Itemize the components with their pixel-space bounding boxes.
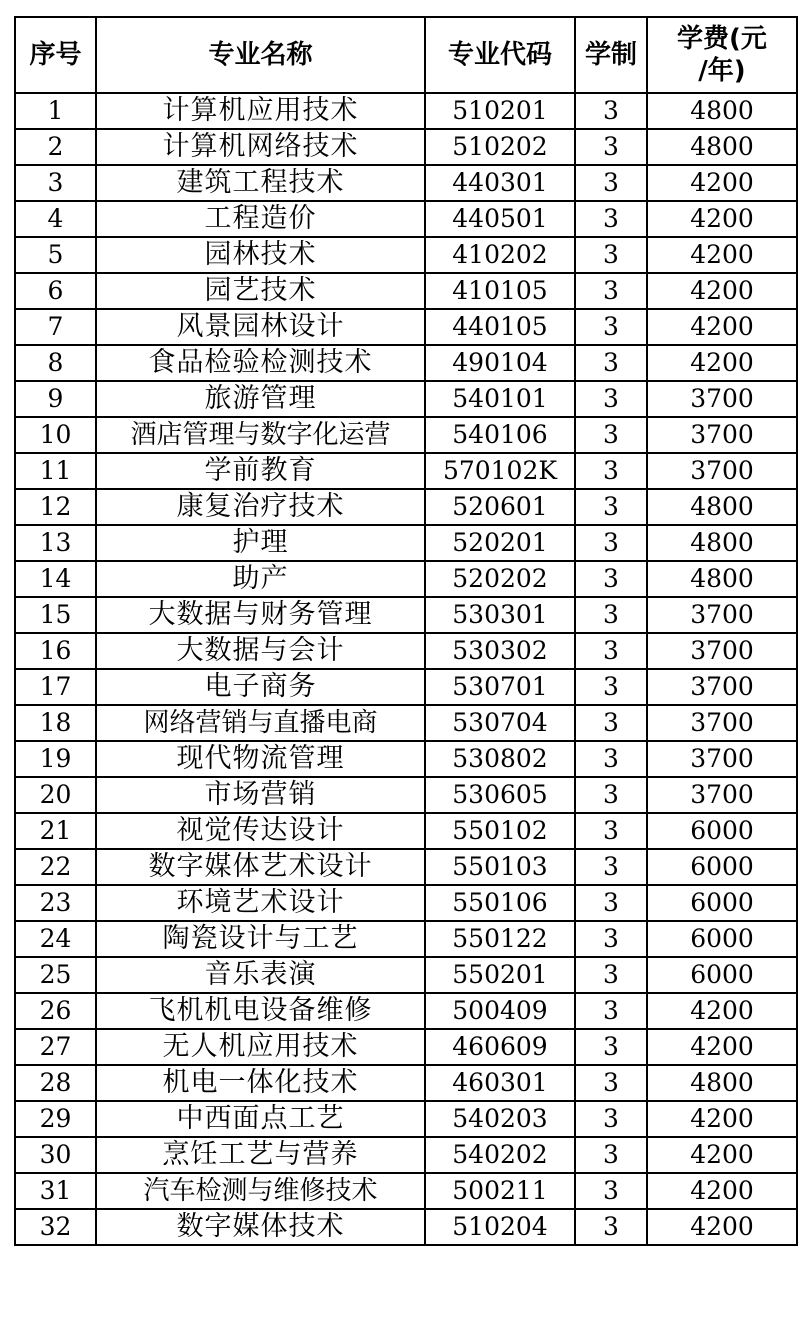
cell-major-name: 飞机机电设备维修 xyxy=(96,993,425,1029)
cell-major-name: 大数据与会计 xyxy=(96,633,425,669)
cell-major-code: 540101 xyxy=(425,381,575,417)
table-row xyxy=(15,237,797,273)
cell-major-code: 530701 xyxy=(425,669,575,705)
cell-tuition: 4200 xyxy=(647,237,797,273)
cell-major-code: 510202 xyxy=(425,129,575,165)
table-row xyxy=(15,741,797,777)
cell-index: 20 xyxy=(15,777,96,813)
table-row xyxy=(15,453,797,489)
table-row xyxy=(15,417,797,453)
cell-duration: 3 xyxy=(575,813,647,849)
cell-major-name: 计算机应用技术 xyxy=(96,93,425,129)
cell-duration: 3 xyxy=(575,633,647,669)
cell-major-name: 数字媒体技术 xyxy=(96,1209,425,1245)
table-row xyxy=(15,345,797,381)
cell-index: 19 xyxy=(15,741,96,777)
cell-index: 7 xyxy=(15,309,96,345)
cell-duration: 3 xyxy=(575,201,647,237)
cell-index: 3 xyxy=(15,165,96,201)
cell-tuition: 3700 xyxy=(647,741,797,777)
cell-major-code: 530802 xyxy=(425,741,575,777)
cell-major-code: 510204 xyxy=(425,1209,575,1245)
cell-major-name: 机电一体化技术 xyxy=(96,1065,425,1101)
table-row xyxy=(15,1173,797,1209)
cell-index: 31 xyxy=(15,1173,96,1209)
cell-index: 11 xyxy=(15,453,96,489)
cell-major-name: 园林技术 xyxy=(96,237,425,273)
cell-duration: 3 xyxy=(575,705,647,741)
table-header xyxy=(15,17,797,93)
cell-duration: 3 xyxy=(575,885,647,921)
cell-tuition: 4200 xyxy=(647,345,797,381)
cell-tuition: 3700 xyxy=(647,381,797,417)
cell-tuition: 3700 xyxy=(647,597,797,633)
cell-index: 18 xyxy=(15,705,96,741)
cell-major-code: 460609 xyxy=(425,1029,575,1065)
table-row xyxy=(15,489,797,525)
cell-duration: 3 xyxy=(575,417,647,453)
table-row xyxy=(15,1137,797,1173)
cell-major-code: 410105 xyxy=(425,273,575,309)
table-row xyxy=(15,705,797,741)
table-row xyxy=(15,309,797,345)
cell-index: 9 xyxy=(15,381,96,417)
table-row xyxy=(15,165,797,201)
cell-major-code: 550201 xyxy=(425,957,575,993)
cell-duration: 3 xyxy=(575,741,647,777)
cell-major-code: 440501 xyxy=(425,201,575,237)
cell-major-name: 助产 xyxy=(96,561,425,597)
cell-tuition: 4800 xyxy=(647,489,797,525)
cell-duration: 3 xyxy=(575,1029,647,1065)
cell-tuition: 3700 xyxy=(647,777,797,813)
cell-index: 14 xyxy=(15,561,96,597)
major-fee-table xyxy=(14,16,798,1246)
cell-tuition: 4200 xyxy=(647,1137,797,1173)
cell-index: 12 xyxy=(15,489,96,525)
cell-major-name: 大数据与财务管理 xyxy=(96,597,425,633)
table-row xyxy=(15,669,797,705)
cell-tuition: 6000 xyxy=(647,885,797,921)
cell-major-code: 550102 xyxy=(425,813,575,849)
cell-index: 5 xyxy=(15,237,96,273)
table-row xyxy=(15,525,797,561)
cell-tuition: 4200 xyxy=(647,993,797,1029)
table-row xyxy=(15,813,797,849)
cell-duration: 3 xyxy=(575,1173,647,1209)
cell-index: 22 xyxy=(15,849,96,885)
table-row xyxy=(15,849,797,885)
cell-major-code: 410202 xyxy=(425,237,575,273)
table-row xyxy=(15,1029,797,1065)
cell-tuition: 4200 xyxy=(647,1029,797,1065)
cell-tuition: 4200 xyxy=(647,1101,797,1137)
cell-major-name: 学前教育 xyxy=(96,453,425,489)
header-index: 序号 xyxy=(15,17,96,93)
header-duration: 学制 xyxy=(575,17,647,93)
cell-index: 29 xyxy=(15,1101,96,1137)
cell-major-code: 530605 xyxy=(425,777,575,813)
cell-index: 30 xyxy=(15,1137,96,1173)
cell-major-code: 530302 xyxy=(425,633,575,669)
table-row xyxy=(15,561,797,597)
cell-major-name: 食品检验检测技术 xyxy=(96,345,425,381)
cell-major-name: 康复治疗技术 xyxy=(96,489,425,525)
cell-duration: 3 xyxy=(575,561,647,597)
cell-major-code: 520601 xyxy=(425,489,575,525)
cell-major-code: 540106 xyxy=(425,417,575,453)
cell-duration: 3 xyxy=(575,993,647,1029)
cell-tuition: 3700 xyxy=(647,633,797,669)
cell-duration: 3 xyxy=(575,93,647,129)
header-major-name: 专业名称 xyxy=(96,17,425,93)
cell-tuition: 4800 xyxy=(647,525,797,561)
cell-major-name: 园艺技术 xyxy=(96,273,425,309)
cell-major-code: 460301 xyxy=(425,1065,575,1101)
cell-major-code: 510201 xyxy=(425,93,575,129)
cell-duration: 3 xyxy=(575,489,647,525)
cell-major-name: 现代物流管理 xyxy=(96,741,425,777)
table-row xyxy=(15,93,797,129)
cell-duration: 3 xyxy=(575,273,647,309)
cell-duration: 3 xyxy=(575,237,647,273)
table-row xyxy=(15,957,797,993)
cell-index: 27 xyxy=(15,1029,96,1065)
header-major-code: 专业代码 xyxy=(425,17,575,93)
header-tuition: 学费(元 /年) xyxy=(647,17,797,93)
cell-major-code: 540202 xyxy=(425,1137,575,1173)
cell-index: 21 xyxy=(15,813,96,849)
cell-major-code: 490104 xyxy=(425,345,575,381)
cell-major-code: 550103 xyxy=(425,849,575,885)
cell-major-name: 视觉传达设计 xyxy=(96,813,425,849)
cell-duration: 3 xyxy=(575,381,647,417)
cell-tuition: 6000 xyxy=(647,957,797,993)
cell-duration: 3 xyxy=(575,921,647,957)
cell-major-code: 540203 xyxy=(425,1101,575,1137)
cell-tuition: 3700 xyxy=(647,705,797,741)
cell-index: 32 xyxy=(15,1209,96,1245)
table-body xyxy=(15,93,797,1245)
cell-major-code: 440301 xyxy=(425,165,575,201)
cell-major-name: 环境艺术设计 xyxy=(96,885,425,921)
cell-tuition: 6000 xyxy=(647,921,797,957)
cell-tuition: 4200 xyxy=(647,273,797,309)
cell-duration: 3 xyxy=(575,345,647,381)
cell-duration: 3 xyxy=(575,129,647,165)
cell-duration: 3 xyxy=(575,777,647,813)
cell-major-code: 500211 xyxy=(425,1173,575,1209)
header-row xyxy=(15,17,797,93)
cell-tuition: 3700 xyxy=(647,417,797,453)
cell-tuition: 6000 xyxy=(647,813,797,849)
cell-major-code: 500409 xyxy=(425,993,575,1029)
cell-major-code: 570102K xyxy=(425,453,575,489)
cell-index: 25 xyxy=(15,957,96,993)
table-row xyxy=(15,777,797,813)
cell-index: 15 xyxy=(15,597,96,633)
table-row xyxy=(15,273,797,309)
cell-major-code: 520202 xyxy=(425,561,575,597)
table-row xyxy=(15,597,797,633)
cell-index: 13 xyxy=(15,525,96,561)
cell-duration: 3 xyxy=(575,957,647,993)
cell-duration: 3 xyxy=(575,525,647,561)
cell-duration: 3 xyxy=(575,597,647,633)
cell-index: 26 xyxy=(15,993,96,1029)
cell-major-name: 护理 xyxy=(96,525,425,561)
cell-tuition: 4800 xyxy=(647,93,797,129)
cell-major-code: 550122 xyxy=(425,921,575,957)
cell-major-name: 风景园林设计 xyxy=(96,309,425,345)
cell-major-code: 550106 xyxy=(425,885,575,921)
cell-duration: 3 xyxy=(575,309,647,345)
cell-tuition: 4800 xyxy=(647,129,797,165)
cell-major-code: 440105 xyxy=(425,309,575,345)
cell-major-name: 建筑工程技术 xyxy=(96,165,425,201)
cell-major-code: 530301 xyxy=(425,597,575,633)
table-row xyxy=(15,993,797,1029)
cell-tuition: 4200 xyxy=(647,1209,797,1245)
cell-tuition: 4200 xyxy=(647,201,797,237)
cell-major-name: 计算机网络技术 xyxy=(96,129,425,165)
cell-tuition: 4800 xyxy=(647,561,797,597)
cell-major-code: 530704 xyxy=(425,705,575,741)
cell-duration: 3 xyxy=(575,669,647,705)
cell-duration: 3 xyxy=(575,1065,647,1101)
cell-major-name: 电子商务 xyxy=(96,669,425,705)
cell-major-code: 520201 xyxy=(425,525,575,561)
cell-major-name: 网络营销与直播电商 xyxy=(96,705,425,741)
cell-index: 24 xyxy=(15,921,96,957)
cell-major-name: 工程造价 xyxy=(96,201,425,237)
cell-index: 23 xyxy=(15,885,96,921)
table-row xyxy=(15,381,797,417)
cell-duration: 3 xyxy=(575,1137,647,1173)
table-row xyxy=(15,633,797,669)
table-row xyxy=(15,201,797,237)
cell-tuition: 3700 xyxy=(647,669,797,705)
cell-index: 10 xyxy=(15,417,96,453)
cell-index: 17 xyxy=(15,669,96,705)
table-row xyxy=(15,885,797,921)
cell-major-name: 汽车检测与维修技术 xyxy=(96,1173,425,1209)
cell-tuition: 4200 xyxy=(647,309,797,345)
table-row xyxy=(15,1101,797,1137)
cell-major-name: 无人机应用技术 xyxy=(96,1029,425,1065)
cell-major-name: 数字媒体艺术设计 xyxy=(96,849,425,885)
cell-index: 16 xyxy=(15,633,96,669)
major-fee-table-container xyxy=(14,16,798,1246)
cell-index: 6 xyxy=(15,273,96,309)
cell-duration: 3 xyxy=(575,453,647,489)
cell-tuition: 4800 xyxy=(647,1065,797,1101)
cell-duration: 3 xyxy=(575,1209,647,1245)
cell-tuition: 4200 xyxy=(647,165,797,201)
cell-major-name: 酒店管理与数字化运营 xyxy=(96,417,425,453)
table-row xyxy=(15,1209,797,1245)
cell-tuition: 4200 xyxy=(647,1173,797,1209)
table-row xyxy=(15,921,797,957)
cell-index: 4 xyxy=(15,201,96,237)
cell-major-name: 市场营销 xyxy=(96,777,425,813)
cell-major-name: 音乐表演 xyxy=(96,957,425,993)
cell-major-name: 旅游管理 xyxy=(96,381,425,417)
table-row xyxy=(15,129,797,165)
cell-index: 2 xyxy=(15,129,96,165)
cell-tuition: 3700 xyxy=(647,453,797,489)
cell-duration: 3 xyxy=(575,849,647,885)
cell-index: 8 xyxy=(15,345,96,381)
cell-major-name: 烹饪工艺与营养 xyxy=(96,1137,425,1173)
cell-tuition: 6000 xyxy=(647,849,797,885)
cell-duration: 3 xyxy=(575,1101,647,1137)
cell-major-name: 中西面点工艺 xyxy=(96,1101,425,1137)
cell-major-name: 陶瓷设计与工艺 xyxy=(96,921,425,957)
cell-duration: 3 xyxy=(575,165,647,201)
cell-index: 1 xyxy=(15,93,96,129)
table-row xyxy=(15,1065,797,1101)
cell-index: 28 xyxy=(15,1065,96,1101)
